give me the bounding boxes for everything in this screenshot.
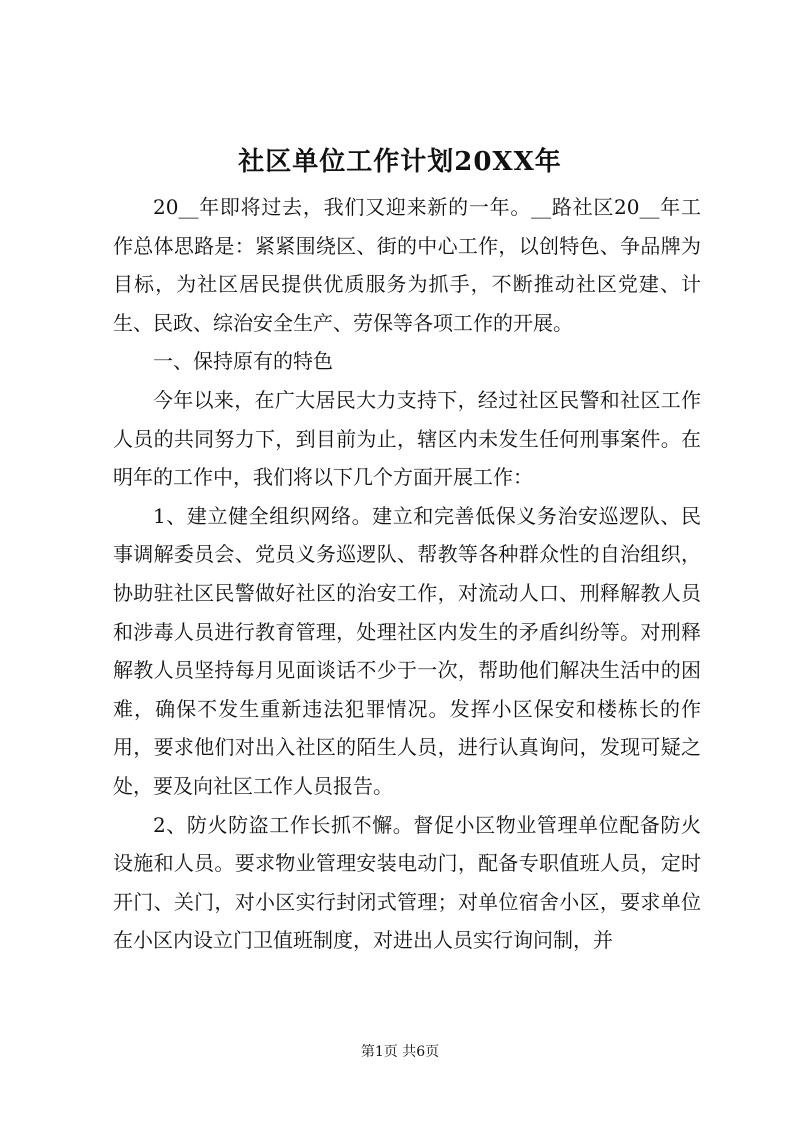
page-number-footer: 第1页 共6页: [360, 1044, 440, 1060]
section-heading-1: 一、保持原有的特色: [153, 349, 333, 374]
section-1-paragraph: 今年以来，在广大居民大力支持下，经过社区民警和社区工作人员的共同努力下，到目前为止，辖区内未发生任何刑事案件。在明年的工作中，我们将以下几个方面开展工作：: [113, 387, 701, 490]
intro-paragraph: 20__年即将过去，我们又迎来新的一年。__路社区20__年工作总体思路是：紧紧围绕区、街的中心工作，以创特色、争品牌为目标，为社区居民提供优质服务为抓手，不断推动社区党建、计生、民政、综治安全生产、劳保等各项工作的开展。: [113, 195, 701, 335]
document-body: [113, 188, 701, 960]
item-2-paragraph: 2、防火防盗工作长抓不懈。督促小区物业管理单位配备防火设施和人员。要求物业管理安装电动门，配备专职值班人员，定时开门、关门，对小区实行封闭式管理；对单位宿舍小区，要求单位在小区内设立门卫值班制度，对进出人员实行询问制，并: [113, 812, 701, 953]
item-1-paragraph: 1、建立健全组织网络。建立和完善低保义务治安巡逻队、民事调解委员会、党员义务巡逻队、帮教等各种群众性的自治组织，协助驻社区民警做好社区的治安工作，对流动人口、刑释解教人员和涉毒人员进行教育管理，处理社区内发生的矛盾纠纷等。对刑释解教人员坚持每月见面谈话不少于一次，帮助他们解决生活中的困难，确保不发生重新违法犯罪情况。发挥小区保安和楼栋长的作用，要求他们对出入社区的陌生人员，进行认真询问，发现可疑之处，要及向社区工作人员报告。: [113, 503, 701, 798]
document-title: 社区单位工作计划20XX年: [238, 147, 562, 177]
